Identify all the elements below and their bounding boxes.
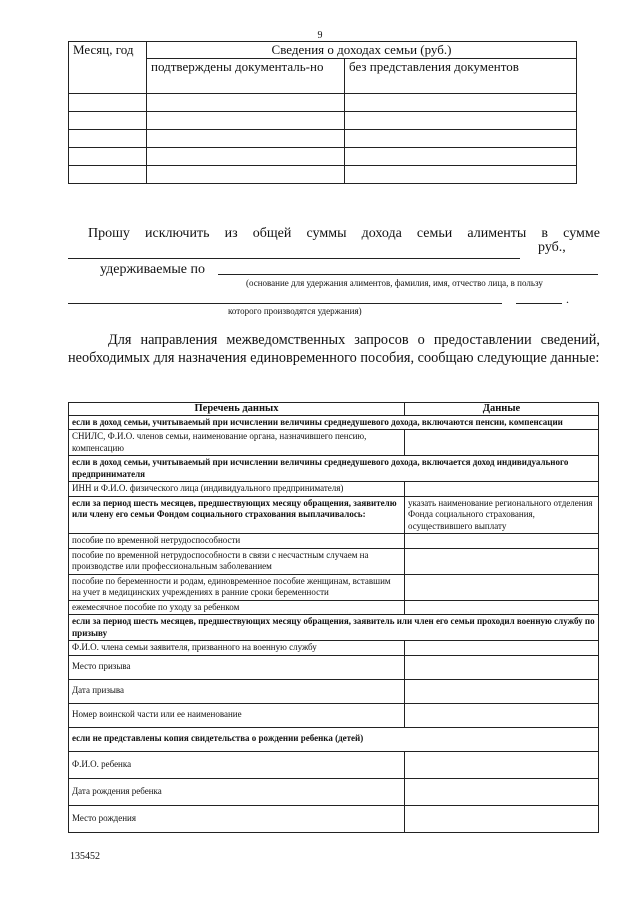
data-row	[69, 574, 599, 600]
footer-code: 135452	[70, 851, 100, 862]
request-word: Прошу	[88, 226, 130, 241]
page-number: 9	[317, 30, 323, 41]
data-row	[69, 482, 599, 497]
data-item-value[interactable]	[405, 534, 599, 549]
data-row	[69, 534, 599, 549]
data-item-value[interactable]	[405, 641, 599, 656]
data-section-heading: если не представлены копия свидетельства о рождении ребенка (детей)	[69, 727, 599, 751]
data-item-value[interactable]	[405, 482, 599, 497]
data-row	[69, 430, 599, 456]
withheld-basis-blank[interactable]	[218, 274, 598, 275]
income-cell[interactable]	[345, 166, 577, 184]
data-row	[69, 655, 599, 679]
data-item-value[interactable]	[405, 751, 599, 778]
data-item-value[interactable]	[405, 430, 599, 456]
request-word: суммы	[306, 226, 347, 241]
income-col-header: Сведения о доходах семьи (руб.)	[147, 42, 577, 59]
period-mark: .	[566, 292, 569, 306]
data-item-label: Дата рождения ребенка	[69, 778, 405, 805]
data-item-value[interactable]	[405, 655, 599, 679]
data-row	[69, 679, 599, 703]
data-section-heading: если в доход семьи, учитываемый при исчислении величины среднедушевого дохода, включается доход индивидуального предпринимателя	[69, 456, 599, 482]
data-row	[69, 703, 599, 727]
data-row	[69, 641, 599, 656]
request-word: в	[541, 226, 549, 241]
data-item-label: СНИЛС, Ф.И.О. членов семьи, наименование органа, назначившего пенсию, компенсацию	[69, 430, 405, 456]
data-row	[69, 751, 599, 778]
income-cell[interactable]	[147, 148, 345, 166]
data-item-label: пособие по беременности и родам, единовременное пособие женщинам, вставшим на учет в медицинских учреждениях в ранние сроки беременности	[69, 574, 405, 600]
withheld-by-label: удерживаемые по	[100, 262, 205, 277]
data-row	[69, 548, 599, 574]
data-row	[69, 415, 599, 430]
request-word: сумме	[563, 226, 600, 241]
data-item-label: пособие по временной нетрудоспособности	[69, 534, 405, 549]
data-row	[69, 496, 599, 534]
data-item-value[interactable]	[405, 703, 599, 727]
data-item-label: Номер воинской части или ее наименование	[69, 703, 405, 727]
data-item-label: если за период шесть месяцев, предшествующих месяцу обращения, заявителю или члену его семьи Фондом социального страхования выплачивалось:	[69, 496, 405, 534]
data-item-label: ИНН и Ф.И.О. физического лица (индивидуального предпринимателя)	[69, 482, 405, 497]
income-cell[interactable]	[345, 112, 577, 130]
income-cell[interactable]	[69, 166, 147, 184]
income-cell[interactable]	[147, 112, 345, 130]
income-col-confirmed: подтверждены документаль-но	[147, 59, 345, 94]
request-word: из	[224, 226, 238, 241]
data-item-label: Дата призыва	[69, 679, 405, 703]
data-item-label: Место призыва	[69, 655, 405, 679]
data-row	[69, 615, 599, 641]
rub-label: руб.,	[538, 240, 566, 255]
data-item-label: Ф.И.О. члена семьи заявителя, призванного на военную службу	[69, 641, 405, 656]
request-word: исключить	[145, 226, 210, 241]
data-row	[69, 778, 599, 805]
data-item-label: пособие по временной нетрудоспособности в связи с несчастным случаем на производстве или профессиональным заболеванием	[69, 548, 405, 574]
data-item-label: ежемесячное пособие по уходу за ребенком	[69, 600, 405, 615]
income-cell[interactable]	[345, 94, 577, 112]
income-cell[interactable]	[147, 166, 345, 184]
data-item-value[interactable]	[405, 574, 599, 600]
data-item-value[interactable]	[405, 778, 599, 805]
basis-caption: (основание для удержания алиментов, фамилия, имя, отчество лица, в пользу	[246, 278, 543, 288]
data-item-value[interactable]	[405, 679, 599, 703]
data-item-value[interactable]: указать наименование регионального отделения Фонда социального страхования, осуществившего выплату	[405, 496, 599, 534]
income-cell[interactable]	[69, 94, 147, 112]
data-row	[69, 600, 599, 615]
amount-blank[interactable]	[68, 258, 520, 259]
income-cell[interactable]	[69, 130, 147, 148]
income-cell[interactable]	[69, 112, 147, 130]
request-line	[88, 226, 600, 242]
data-row	[69, 727, 599, 751]
income-cell[interactable]	[147, 94, 345, 112]
recipient-blank-2[interactable]	[516, 303, 562, 304]
data-item-value[interactable]	[405, 548, 599, 574]
data-section-heading: если в доход семьи, учитываемый при исчислении величины среднедушевого дохода, включаются пенсии, компенсации	[69, 415, 599, 430]
data-table	[68, 402, 599, 833]
request-word: общей	[252, 226, 292, 241]
request-word: семьи	[416, 226, 453, 241]
income-cell[interactable]	[345, 130, 577, 148]
data-row	[69, 805, 599, 832]
income-row	[69, 94, 577, 112]
data-header-list: Перечень данных	[69, 403, 405, 416]
income-table	[68, 41, 577, 184]
income-row	[69, 166, 577, 184]
request-word: дохода	[361, 226, 402, 241]
data-row	[69, 456, 599, 482]
data-item-label: Место рождения	[69, 805, 405, 832]
income-cell[interactable]	[345, 148, 577, 166]
data-section-heading: если за период шесть месяцев, предшествующих месяцу обращения, заявитель или член его семьи проходил военную службу по призыву	[69, 615, 599, 641]
data-header-data: Данные	[405, 403, 599, 416]
recipient-blank[interactable]	[68, 303, 502, 304]
income-row	[69, 130, 577, 148]
income-row	[69, 112, 577, 130]
income-col-unconfirmed: без представления документов	[345, 59, 577, 94]
data-item-value[interactable]	[405, 600, 599, 615]
income-cell[interactable]	[147, 130, 345, 148]
request-word: алименты	[467, 226, 527, 241]
income-row	[69, 148, 577, 166]
whom-caption: которого производятся удержания)	[228, 306, 362, 316]
info-paragraph-text: Для направления межведомственных запросов о предоставлении сведений, необходимых для назначения единовременного пособия, сообщаю следующие данные:	[68, 332, 600, 366]
data-item-label: Ф.И.О. ребенка	[69, 751, 405, 778]
income-col-month: Месяц, год	[69, 42, 147, 94]
info-paragraph	[68, 331, 600, 367]
income-cell[interactable]	[69, 148, 147, 166]
data-item-value[interactable]	[405, 805, 599, 832]
